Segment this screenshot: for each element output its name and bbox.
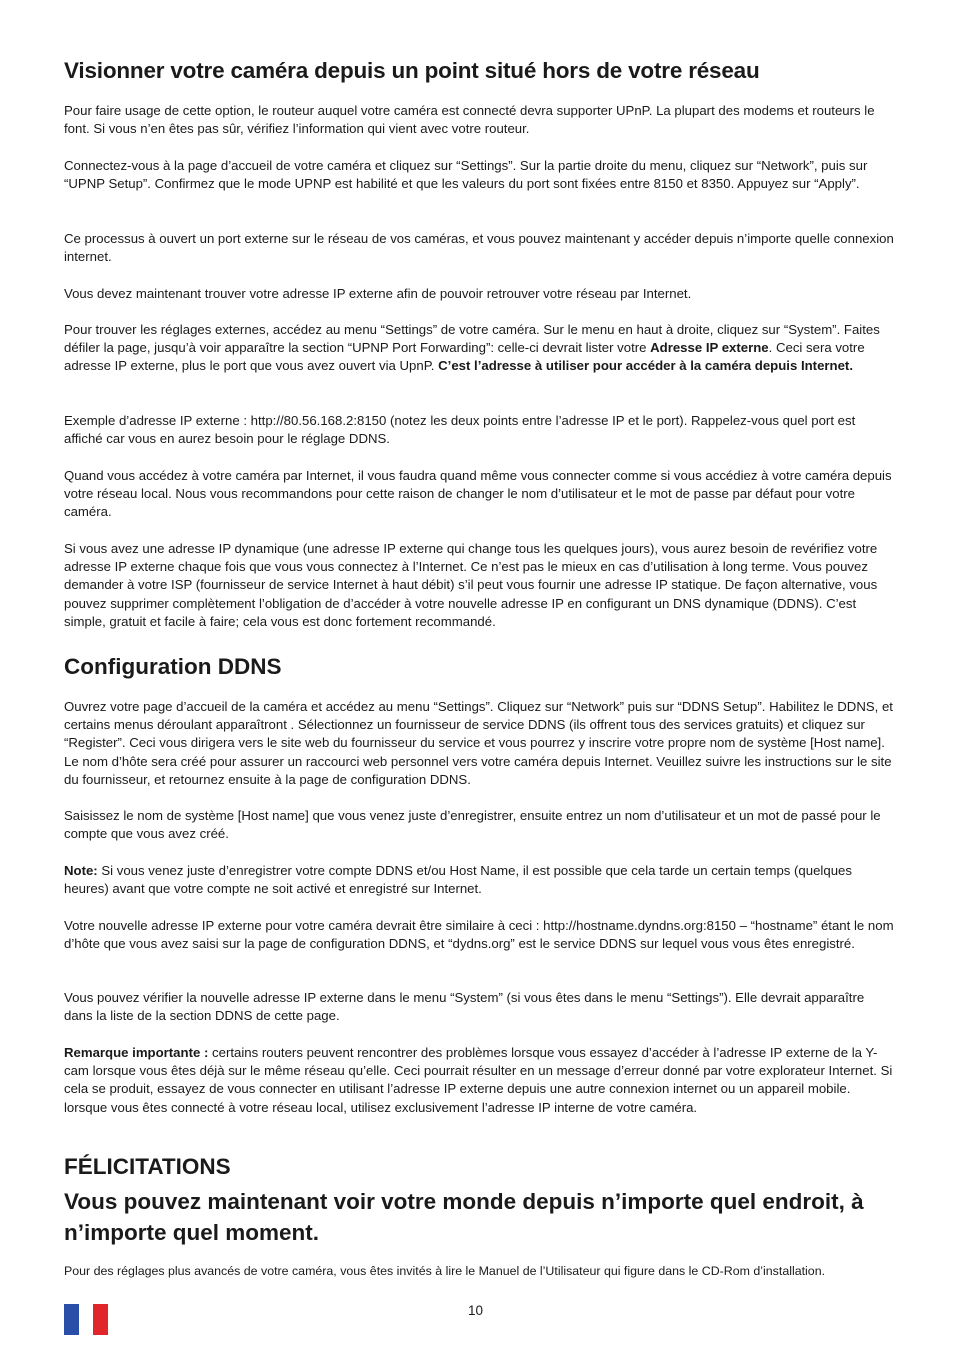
paragraph-find-ip: Vous devez maintenant trouver votre adresse IP externe afin de pouvoir retrouver votre réseau par Internet. bbox=[64, 286, 692, 301]
paragraph-upnp-intro: Pour faire usage de cette option, le routeur auquel votre caméra est connecté devra supporter UPnP. La plupart des modems et routeurs le font. Si vous n’en êtes pas sûr, vérifiez l’information qui vient avec votre routeur. bbox=[64, 103, 875, 137]
paragraph-external-settings bbox=[64, 321, 894, 376]
note-label: Note: bbox=[64, 863, 98, 878]
paragraph-host-name: Saisissez le nom de système [Host name] que vous venez juste d’enregistrer, ensuite entrez un nom d’utilisateur et un mot de passé pour le compte que vous avez créé. bbox=[64, 808, 881, 842]
remark-label: Remarque importante : bbox=[64, 1045, 209, 1060]
footnote-manual: Pour des réglages plus avancés de votre caméra, vous êtes invités à lire le Manuel de l’Utilisateur qui figure dans le CD-Rom d’installation. bbox=[64, 1264, 826, 1278]
paragraph-ddns-setup: Ouvrez votre page d’accueil de la caméra et accédez au menu “Settings”. Cliquez sur “Network” puis sur “DDNS Setup”. Habilitez le DDNS, et certains menus déroulant apparaîtront . Sélectionnez un fournisseur de service DDNS (ils offrent tous des services gratuits) et cliquez sur “Register”. Ceci vous dirigera vers le site web du fournisseur du service et vous pourrez y inscrire votre propre nom de système [Host name]. Le nom d’hôte sera créé pour assurer un raccourci web personnel vers votre caméra depuis Internet. Veuillez suivre les instructions sur le site du fournisseur, et retournez ensuite à la page de configuration DDNS. bbox=[64, 699, 893, 787]
section-heading-ddns: Configuration DDNS bbox=[64, 654, 282, 679]
note-text: Si vous venez juste d’enregistrer votre compte DDNS et/ou Host Name, il est possible que cela tarde un certain temps (quelques heures) avant que votre compte ne soit activé et enregistré sur Internet. bbox=[64, 863, 852, 897]
flag-stripe-red bbox=[93, 1304, 108, 1335]
flag-stripe-blue bbox=[64, 1304, 79, 1335]
paragraph-port-opened: Ce processus à ouvert un port externe sur le réseau de vos caméras, et vous pouvez maintenant y accéder depuis n’importe quelle connexion internet. bbox=[64, 231, 894, 265]
paragraph-ip-example: Exemple d’adresse IP externe : http://80.56.168.2:8150 (notez les deux points entre l’adresse IP et le port). Rappelez-vous quel port est affiché car vous en aurez besoin pour le réglage DDNS. bbox=[64, 413, 856, 447]
paragraph-dynamic-ip: Si vous avez une adresse IP dynamique (une adresse IP externe qui change tous les quelques jours), vous aurez besoin de revérifiez votre adresse IP externe chaque fois que vous vous connectez à l’Internet. Ce n’est pas le mieux en cas d’utilisation à long terme. Vous pouvez demander à votre ISP (fournisseur de service Internet à haut débit) s’il peut vous fournir une adresse IP statique. De façon alternative, vous pouvez supprimer complètement l’obligation de d’accéder à votre nouvelle adresse IP en configurant un DNS dynamique (DDNS). C’est simple, gratuit et facile à faire; cela vous est donc fortement recommandé. bbox=[64, 541, 878, 629]
paragraph-login-remote: Quand vous accédez à votre caméra par Internet, il vous faudra quand même vous connecter comme si vous accédiez à votre caméra depuis votre réseau local. Nous vous recommandons pour cette raison de changer le nom d’utilisateur et le mot de passe par défaut pour votre caméra. bbox=[64, 468, 892, 520]
paragraph-note bbox=[64, 862, 894, 898]
section-heading-congratulations: FÉLICITATIONS bbox=[64, 1154, 231, 1179]
flag-stripe-white bbox=[79, 1304, 94, 1335]
paragraph-new-address: Votre nouvelle adresse IP externe pour votre caméra devrait être similaire à ceci : http://hostname.dyndns.org:8150 – “hostname” étant le nom d’hôte que vous avez saisi sur la page de configuration DDNS, et “dydns.org” est le service DDNS sur lequel vous vous êtes enregistré. bbox=[64, 918, 894, 952]
french-flag-icon bbox=[64, 1304, 108, 1335]
paragraph-important-remark bbox=[64, 1044, 894, 1117]
text-run: . Ceci sera votre adresse IP externe, plus le port que vous avez ouvert via UpnP. bbox=[64, 340, 865, 374]
bold-external-ip: Adresse IP externe bbox=[650, 340, 769, 356]
paragraph-upnp-setup: Connectez-vous à la page d’accueil de votre caméra et cliquez sur “Settings”. Sur la partie droite du menu, cliquez sur “Network”, puis sur “UPNP Setup”. Confirmez que le mode UPNP est habilité et que les valeurs du port sont fixées entre 8150 et 8350. Appuyez sur “Apply”. bbox=[64, 158, 868, 192]
page-number: 10 bbox=[468, 1303, 484, 1318]
congratulations-subheading: Vous pouvez maintenant voir votre monde depuis n’importe quel endroit, à n’importe quel moment. bbox=[64, 1189, 864, 1245]
text-run: Pour trouver les réglages externes, accédez au menu “Settings” de votre caméra. Sur le menu en haut à droite, cliquez sur “System”. Faites défiler la page, jusqu’à voir apparaître la section “UPNP Port Forwarding”: celle-ci devrait lister votre bbox=[64, 322, 880, 356]
remark-text: certains routers peuvent rencontrer des problèmes lorsque vous essayez d’accéder à l’adresse IP externe de la Y-cam lorsque vous êtes déjà sur le même réseau qu’elle. Ceci pourrait résulter en un message d’erreur donné par votre explorateur Internet. Si cela se produit, essayez de vous connecter en utilisant l’adresse IP externe depuis une autre connexion internet ou un appareil mobile. lorsque vous êtes connecté à votre réseau local, utilisez exclusivement l’adresse IP interne de votre caméra. bbox=[64, 1045, 893, 1115]
paragraph-verify-address: Vous pouvez vérifier la nouvelle adresse IP externe dans le menu “System” (si vous êtes dans le menu “Settings”). Elle devrait apparaître dans la liste de la section DDNS de cette page. bbox=[64, 990, 865, 1024]
bold-use-this-address: C’est l’adresse à utiliser pour accéder à la caméra depuis Internet. bbox=[438, 358, 853, 374]
page-title: Visionner votre caméra depuis un point situé hors de votre réseau bbox=[64, 58, 760, 83]
